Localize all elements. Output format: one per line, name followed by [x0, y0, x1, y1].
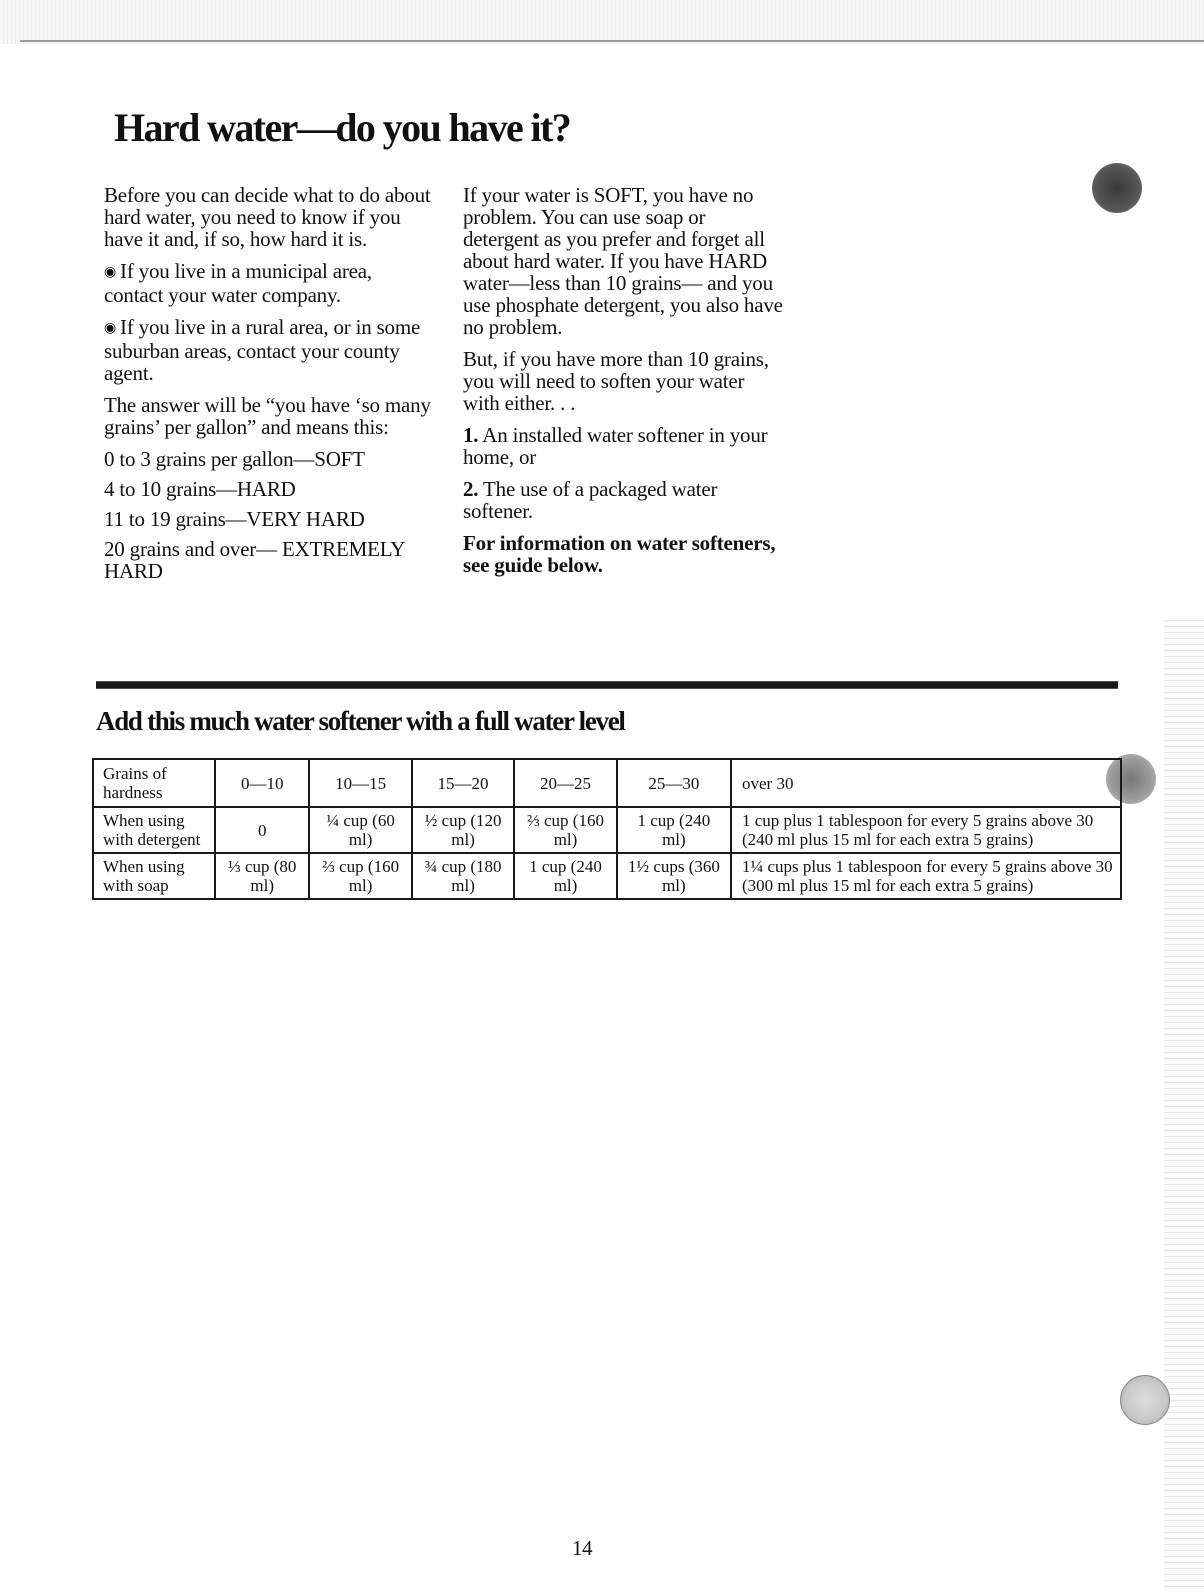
- table-cell: ⅔ cup (160 ml): [309, 853, 411, 899]
- option-2-number: 2.: [463, 477, 479, 501]
- scale-hard: 4 to 10 grains—HARD: [104, 477, 296, 501]
- table-cell: 1¼ cups plus 1 tablespoon for every 5 grains above 30 (300 ml plus 15 ml for each extra 5 grains): [731, 853, 1121, 899]
- option-1: [463, 424, 783, 468]
- bullet-icon: ◉: [104, 265, 117, 280]
- table-header-row: [93, 759, 1121, 807]
- table-row: [93, 853, 1121, 899]
- soft-paragraph: If your water is SOFT, you have no problem. You can use soap or detergent as you prefer and forget all about hard water. If you have HARD water—less than 10 grains— and you use phosphate detergent, you also have no problem.: [463, 183, 783, 339]
- table-cell: 25—30: [617, 759, 731, 807]
- scale-extremely-hard: 20 grains and over— EXTREMELY HARD: [104, 537, 405, 583]
- table-cell: over 30: [731, 759, 1121, 807]
- table-cell: 15—20: [412, 759, 514, 807]
- binder-hole-top: [1092, 163, 1142, 213]
- scan-artifact-top: [0, 0, 1204, 44]
- page-title: Hard water—do you have it?: [114, 105, 571, 150]
- page-number: 14: [572, 1536, 592, 1560]
- table-cell: ⅔ cup (160 ml): [514, 807, 616, 853]
- table-cell: 20—25: [514, 759, 616, 807]
- table-cell: 1½ cups (360 ml): [617, 853, 731, 899]
- option-1-text: An installed water softener in your home, or: [463, 423, 768, 469]
- option-2-text: The use of a packaged water softener.: [463, 477, 718, 523]
- table-cell: 10—15: [309, 759, 411, 807]
- table-title: Add this much water softener with a full water level: [96, 706, 625, 736]
- table-row: [93, 807, 1121, 853]
- but-paragraph: But, if you have more than 10 grains, you will need to soften your water with either. . .: [463, 347, 769, 415]
- table-cell: 1 cup (240 ml): [514, 853, 616, 899]
- left-column: [104, 184, 434, 590]
- scan-artifact-right: [1164, 620, 1204, 1592]
- option-2: [463, 478, 783, 522]
- softener-table: [92, 758, 1122, 900]
- table-cell: ⅓ cup (80 ml): [215, 853, 309, 899]
- bullet-municipal: ◉ If you live in a municipal area, contact your water company.: [104, 259, 372, 307]
- binder-hole-bottom: [1120, 1375, 1170, 1425]
- table-cell: 1 cup (240 ml): [617, 807, 731, 853]
- table-row-label: When using with soap: [93, 853, 215, 899]
- table-cell: ¾ cup (180 ml): [412, 853, 514, 899]
- section-divider: [96, 681, 1118, 689]
- answer-paragraph: The answer will be “you have ‘so many grains’ per gallon” and means this:: [104, 393, 431, 439]
- bullet-icon: ◉: [104, 321, 117, 336]
- scale-soft: 0 to 3 grains per gallon—SOFT: [104, 447, 365, 471]
- info-note: For information on water softeners, see guide below.: [463, 531, 776, 577]
- bullet-rural: ◉ If you live in a rural area, or in some suburban areas, contact your county agent.: [104, 315, 421, 385]
- table-cell: ½ cup (120 ml): [412, 807, 514, 853]
- option-1-number: 1.: [463, 423, 479, 447]
- scale-very-hard: 11 to 19 grains—VERY HARD: [104, 507, 365, 531]
- table-row-label: When using with detergent: [93, 807, 215, 853]
- right-column: [463, 184, 783, 586]
- table-cell: 0—10: [215, 759, 309, 807]
- scan-artifact-line: [20, 40, 1204, 42]
- table-row-label: Grains of hardness: [93, 759, 215, 807]
- intro-paragraph: Before you can decide what to do about hard water, you need to know if you have it and, if so, how hard it is.: [104, 183, 431, 251]
- table-cell: 0: [215, 807, 309, 853]
- table-cell: 1 cup plus 1 tablespoon for every 5 grains above 30 (240 ml plus 15 ml for each extra 5 grains): [731, 807, 1121, 853]
- table-cell: ¼ cup (60 ml): [309, 807, 411, 853]
